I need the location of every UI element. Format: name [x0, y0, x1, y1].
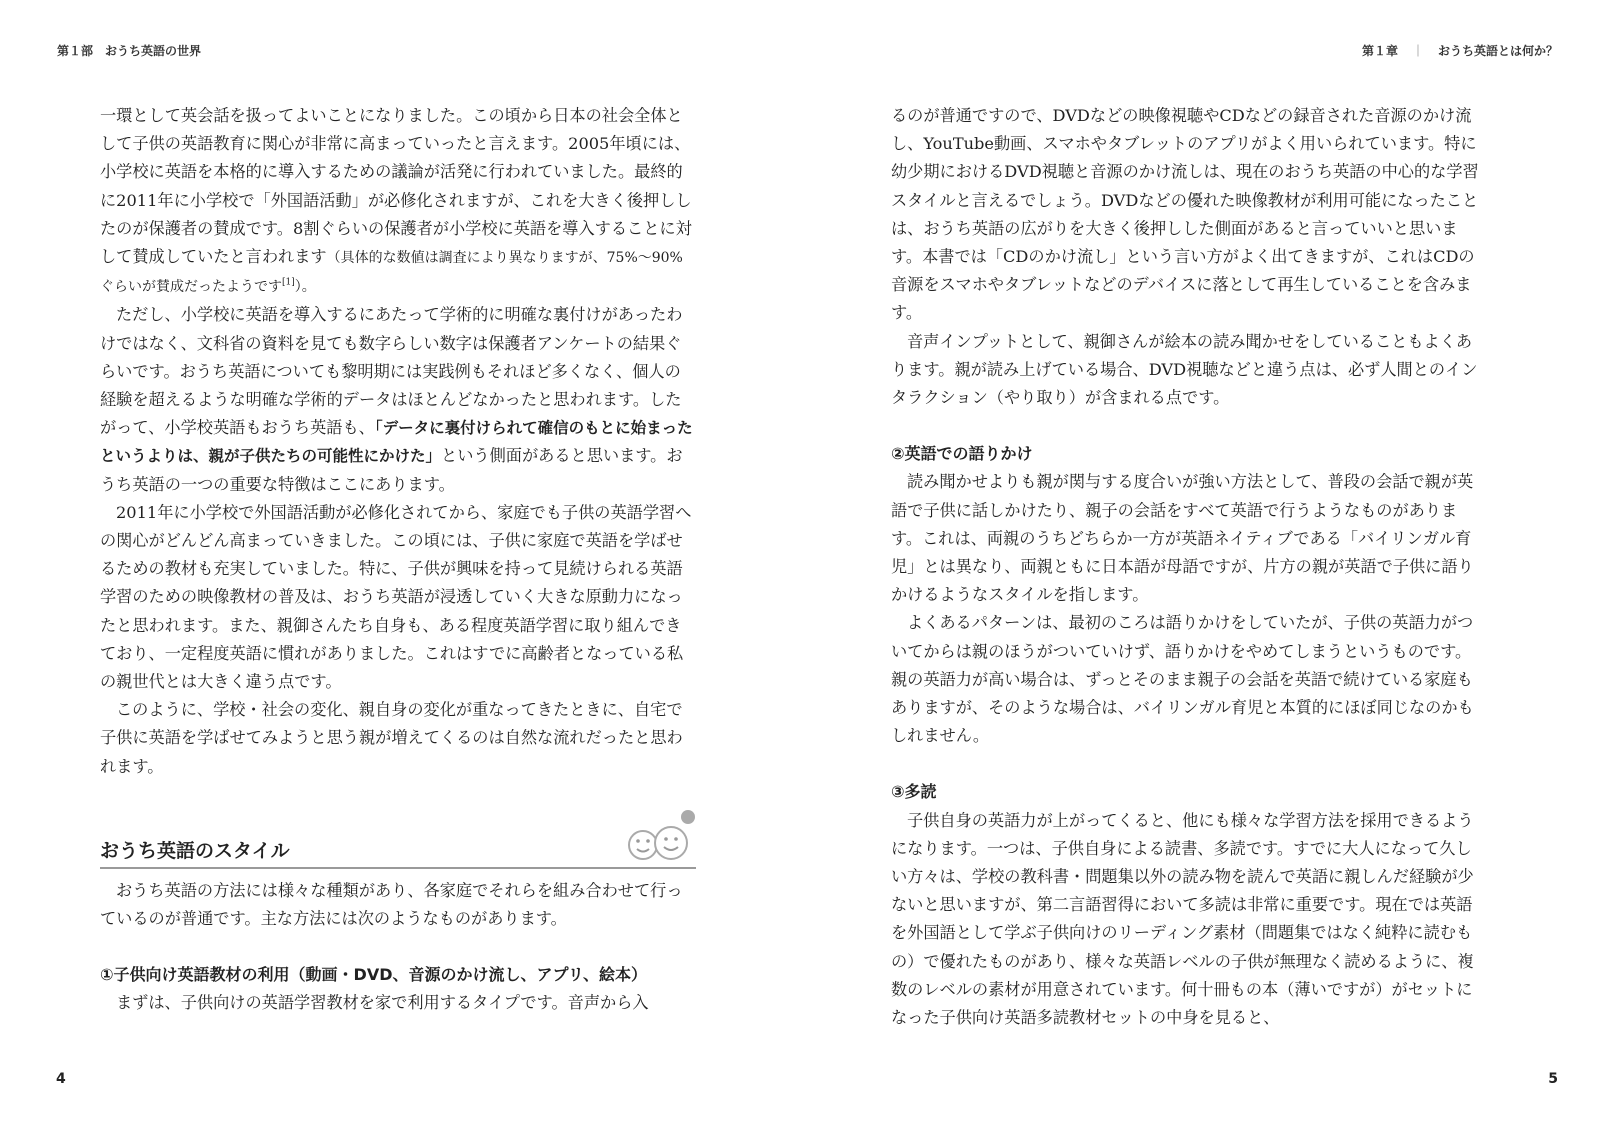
paragraph [891, 807, 1487, 1033]
paragraph [100, 877, 696, 933]
paragraph-text: 子供自身の英語力が上がってくると、他にも様々な学習方法を採用できるようになります。一つは、子供自身による読書、多読です。すでに大人になって久しい方々は、学校の教科書・問題集以外の読み物を読んで英語に親しんだ経験が少ないと思いますが、第二言語習得において多読は非常に重要です。現在では英語を外国語として学ぶ子供向けのリーディング素材（問題集ではなく純粋に読むもの）で優れたものがあり、様々な英語レベルの子供が無理なく読めるように、複数のレベルの素材が用意されています。何十冊もの本（薄いですが）がセットになった子供向け英語多読教材セットの中身を見ると、 [891, 810, 1474, 1028]
paragraph-text: 一環として英会話を扱ってよいことになりました。この頃から日本の社会全体として子供の英語教育に関心が非常に高まっていったと言えます。2005年頃には、小学校に英語を本格的に導入するための議論が活発に行われていました。最終的に2011年に小学校で「外国語活動」が必修化されますが、これを大きく後押ししたのが保護者の賛成です。8割ぐらいの保護者が小学校に英語を導入することに対して賛成していたと言われます [100, 106, 692, 267]
paragraph [891, 102, 1487, 328]
paragraph [100, 301, 696, 498]
paragraph [891, 328, 1487, 413]
left-body-text [100, 102, 696, 1018]
right-page [800, 0, 1600, 1132]
paragraph-text: 2011年に小学校で外国語活動が必修化されてから、家庭でも子供の英語学習への関心がどんどん高まっていきました。この頃には、子供に家庭で英語を学ばせるための教材も充実していました。特に、子供が興味を持って見続けられる英語学習のための映像教材の普及は、おうち英語が浸透していく大きな原動力になったと思われます。また、親御さんたち自身も、ある程度英語学習に取り組んできており、一定程度英語に慣れがありました。これはすでに高齢者となっている私の親世代とは大きく違う点です。 [100, 502, 692, 692]
parenthetical-note: （具体的な数値は調査により異なりますが、75%〜90%ぐらいが賛成だったようです [100, 250, 683, 296]
page-number: 5 [1548, 1071, 1558, 1087]
paragraph-text: ただし、小学校に英語を導入するにあたって学術的に明確な裏付けがあったわけではなく、文科省の資料を見ても数字らしい数字は保護者アンケートの結果ぐらいです。おうち英語についても黎明期には実践例もそれほど多くなく、個人の経験を超えるような明確な学術的データはほとんどなかったと思われます。したがって、小学校英語もおうち英語も、 [100, 305, 683, 438]
chapter-title: おうち英語とは何か？ [1437, 44, 1558, 58]
paragraph-text: るのが普通ですので、DVDなどの映像視聴やCDなどの録音された音源のかけ流し、YouTube動画、スマホやタブレットのアプリがよく用いられています。特に幼少期におけるDVD視聴と音源のかけ流しは、現在のおうち英語の中心的な学習スタイルと言えるでしょう。DVDなどの優れた映像教材が利用可能になったことは、おうち英語の広がりを大きく後押しした側面があると言っていいと思います。本書では「CDのかけ流し」という言い方がよく出てきますが、これはCDの音源をスマホやタブレットなどのデバイスに落として再生していることを含みます。 [891, 106, 1479, 323]
paragraph [891, 609, 1487, 750]
citation-ref: [1] [282, 277, 295, 288]
page-number: 4 [56, 1071, 66, 1087]
subheading: ③多読 [891, 782, 937, 802]
two-smiling-faces-icon [626, 809, 696, 865]
paragraph-text: よくあるパターンは、最初のころは語りかけをしていたが、子供の英語力がついてからは親のほうがついていけず、語りかけをやめてしまうというものです。親の英語力が高い場合は、ずっとそのまま親子の会話を英語で続けている家庭もありますが、そのような場合は、バイリンガル育児と本質的にほぼ同じなのかもしれません。 [891, 613, 1474, 746]
paragraph-text: このように、学校・社会の変化、親自身の変化が重なってきたときに、自宅で子供に英語を学ばせてみようと思う親が増えてくるのは自然な流れだったと思われます。 [100, 700, 683, 776]
running-head-chapter [1362, 42, 1558, 59]
paragraph-text: まずは、子供向けの英語学習教材を家で利用するタイプです。音声から入 [116, 993, 649, 1013]
subheading: ②英語での語りかけ [891, 444, 1033, 464]
section-title: おうち英語のスタイル [100, 839, 290, 862]
paragraph-text: 音声インプットとして、親御さんが絵本の読み聞かせをしていることもよくあります。親が読み上げている場合、DVD視聴などと違う点は、必ず人間とのインタラクション（やり取り）が含まれる点です。 [891, 331, 1478, 408]
running-head-separator: ｜ [1411, 44, 1424, 58]
paragraph [100, 499, 696, 696]
section-heading [100, 809, 696, 869]
paragraph-text: 読み聞かせよりも親が関与する度合いが強い方法として、普段の会話で親が英語で子供に話しかけたり、親子の会話をすべて英語で行うようなものがあります。これは、両親のうちどちらか一方が英語ネイティブである「バイリンガル育児」とは異なり、両親ともに日本語が母語ですが、片方の親が英語で子供に語りかけるようなスタイルを指します。 [891, 472, 1474, 605]
chapter-number: 第１章 [1361, 44, 1398, 58]
parenthetical-note-end: ）。 [294, 279, 316, 296]
paragraph-text: という側面があると思います。おうち英語の一つの重要な特徴はここにあります。 [100, 446, 683, 494]
running-head-part: 第１部 おうち英語の世界 [57, 44, 202, 58]
paragraph [100, 102, 696, 301]
paragraph-text: おうち英語の方法には様々な種類があり、各家庭でそれらを組み合わせて行っているのが普通です。主な方法には次のようなものがあります。 [100, 880, 683, 929]
subheading: ①子供向け英語教材の利用（動画・DVD、音源のかけ流し、アプリ、絵本） [100, 965, 648, 985]
paragraph [100, 989, 696, 1017]
emphasis-text: 「データに裏付けられて確信のもとに始まったというよりは、親が子供たちの可能性にかけた」 [100, 419, 693, 466]
paragraph [891, 468, 1487, 609]
paragraph [100, 696, 696, 781]
right-body-text [891, 102, 1487, 1032]
